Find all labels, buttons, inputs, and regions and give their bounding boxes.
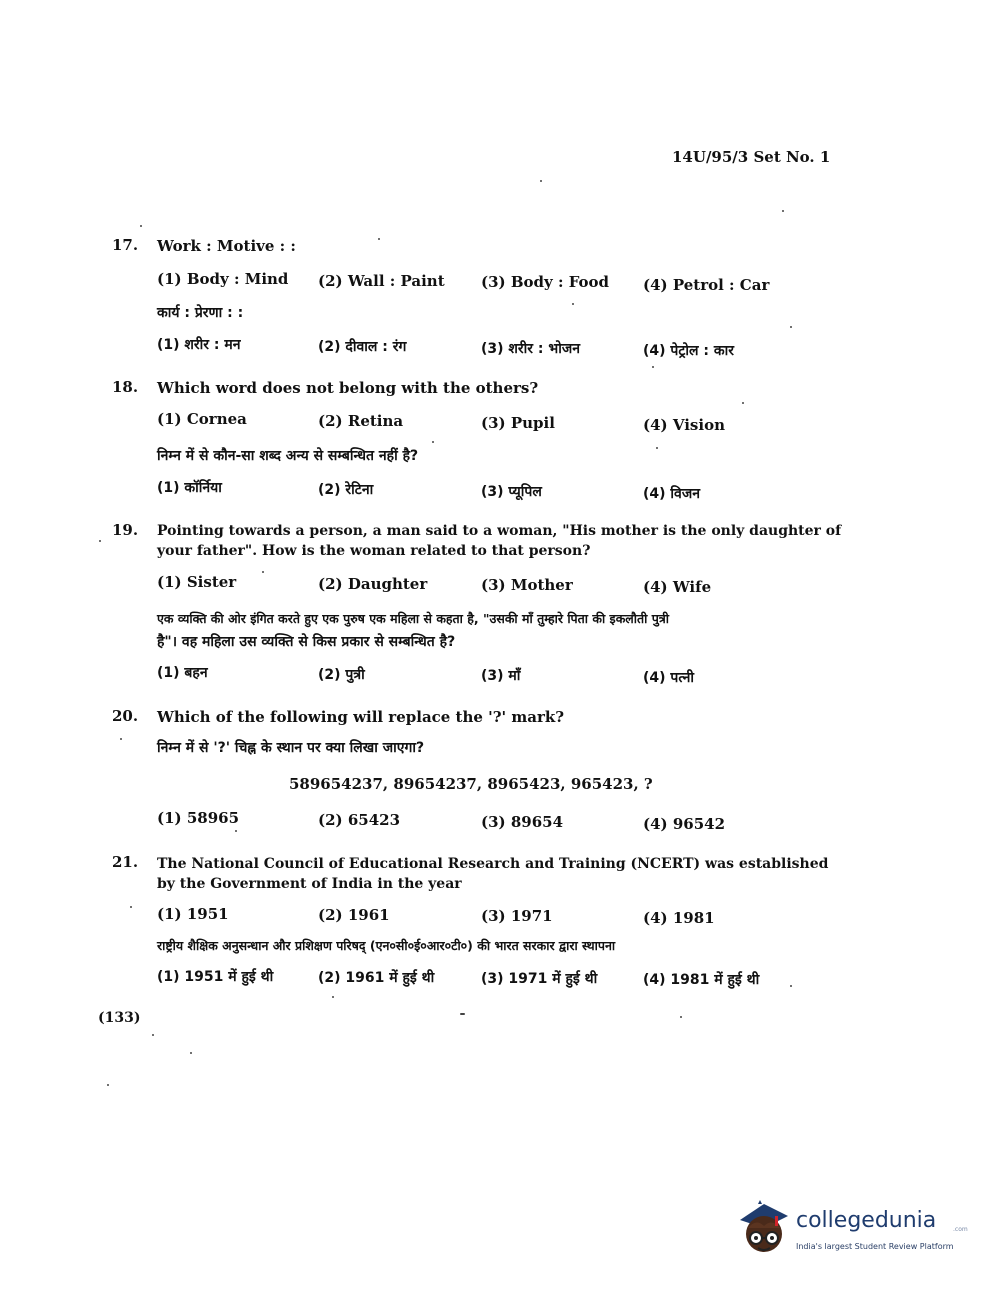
option-4: (4) 96542 <box>643 815 726 833</box>
option-2-hindi: (2) पुत्री <box>318 667 365 683</box>
option-1: (1) Cornea <box>157 410 247 428</box>
option-4: (4) Vision <box>643 416 725 434</box>
option-2: (2) 65423 <box>318 811 401 829</box>
logo-domain-suffix: .com <box>953 1226 968 1233</box>
question-text-hindi-line2: है"। वह महिला उस व्यक्ति से किस प्रकार से सम्बन्धित है? <box>157 634 456 650</box>
question-number: 21. <box>112 853 139 871</box>
option-2: (2) Daughter <box>318 575 428 593</box>
question-text-hindi: निम्न में से '?' चिह्न के स्थान पर क्या लिखा जाएगा? <box>157 740 425 756</box>
option-1-hindi: (1) कॉर्निया <box>157 480 222 496</box>
number-sequence: 589654237, 89654237, 8965423, 965423, ? <box>289 775 653 793</box>
option-4: (4) Petrol : Car <box>643 276 770 294</box>
option-4-hindi: (4) पत्नी <box>643 670 695 686</box>
question-number: 17. <box>112 236 139 254</box>
option-3: (3) 89654 <box>481 813 564 831</box>
option-1-hindi: (1) 1951 में हुई थी <box>157 969 274 985</box>
question-number: 20. <box>112 707 139 725</box>
option-3: (3) Mother <box>481 576 573 594</box>
option-2-hindi: (2) 1961 में हुई थी <box>318 970 435 986</box>
question-text-line2: your father". How is the woman related to that person? <box>157 543 591 559</box>
option-2: (2) 1961 <box>318 906 390 924</box>
option-3-hindi: (3) प्यूपिल <box>481 484 542 500</box>
option-3-hindi: (3) शरीर : भोजन <box>481 341 580 357</box>
option-3: (3) Pupil <box>481 414 555 432</box>
logo-tagline: India's largest Student Review Platform <box>796 1242 954 1251</box>
question-text-line2: by the Government of India in the year <box>157 876 462 892</box>
question-text: Work : Motive : : <box>157 237 296 255</box>
question-number: 19. <box>112 521 139 539</box>
option-4-hindi: (4) पेट्रोल : कार <box>643 343 734 359</box>
question-number: 18. <box>112 378 139 396</box>
question-text-hindi: राष्ट्रीय शैक्षिक अनुसन्धान और प्रशिक्षण परिषद् (एन०सी०ई०आर०टी०) की भारत सरकार द्वारा स्थापना <box>157 938 616 953</box>
logo-wordmark: collegedunia <box>796 1208 937 1233</box>
question-text: Which word does not belong with the others? <box>157 379 539 397</box>
option-2-hindi: (2) रेटिना <box>318 482 374 498</box>
question-text-hindi-line1: एक व्यक्ति की ओर इंगित करते हुए एक पुरुष एक महिला से कहता है, "उसकी माँ तुम्हारे पिता की इकलौती पुत्री <box>157 611 669 626</box>
option-1-hindi: (1) शरीर : मन <box>157 337 241 353</box>
option-2: (2) Retina <box>318 412 404 430</box>
option-1: (1) 58965 <box>157 809 240 827</box>
option-4: (4) 1981 <box>643 909 715 927</box>
question-text-hindi: निम्न में से कौन-सा शब्द अन्य से सम्बन्धित नहीं है? <box>157 448 419 464</box>
option-2: (2) Wall : Paint <box>318 272 445 290</box>
option-3-hindi: (3) माँ <box>481 668 521 684</box>
option-4: (4) Wife <box>643 578 712 596</box>
option-3: (3) Body : Food <box>481 273 610 291</box>
option-4-hindi: (4) विजन <box>643 486 700 502</box>
page-code: (133) <box>98 1010 141 1026</box>
mascot-icon <box>734 1198 796 1260</box>
option-1: (1) Body : Mind <box>157 270 289 288</box>
set-number-header: 14U/95/3 Set No. 1 <box>672 148 831 166</box>
option-1: (1) 1951 <box>157 905 229 923</box>
option-3-hindi: (3) 1971 में हुई थी <box>481 971 598 987</box>
option-2-hindi: (2) दीवाल : रंग <box>318 339 407 355</box>
option-1: (1) Sister <box>157 573 237 591</box>
option-3: (3) 1971 <box>481 907 553 925</box>
question-text-line1: Pointing towards a person, a man said to a woman, "His mother is the only daughter of <box>157 523 842 539</box>
question-text: Which of the following will replace the '?' mark? <box>157 708 565 726</box>
option-1-hindi: (1) बहन <box>157 665 208 681</box>
option-4-hindi: (4) 1981 में हुई थी <box>643 972 760 988</box>
question-text-hindi: कार्य : प्रेरणा : : <box>157 305 244 321</box>
question-text-line1: The National Council of Educational Research and Training (NCERT) was established <box>157 856 829 872</box>
